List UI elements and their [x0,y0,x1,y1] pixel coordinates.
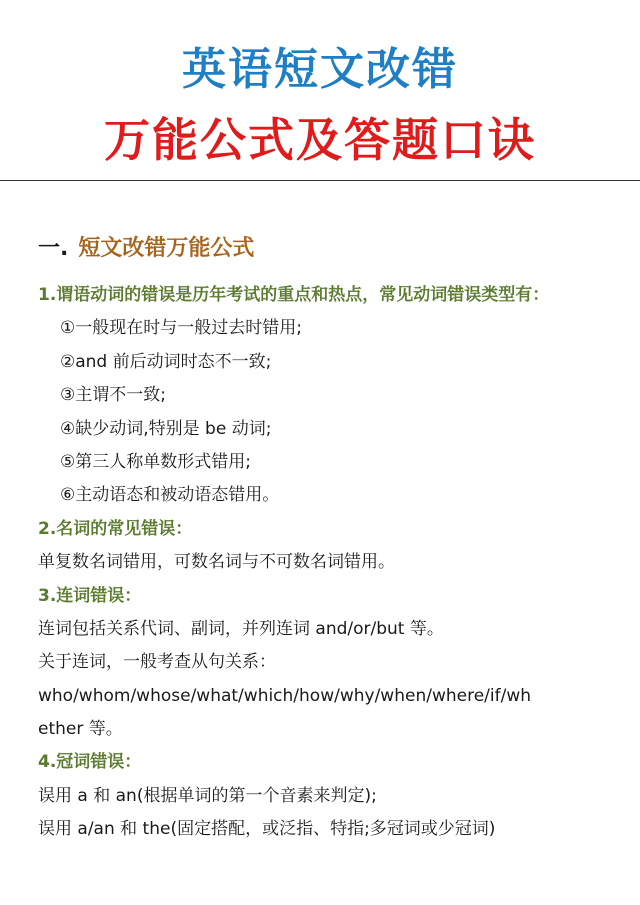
title-line-2: 万能公式及答题口诀 [104,113,536,167]
verb-error-item: ①一般现在时与一般过去时错用; [60,318,302,339]
verb-error-item: ⑤第三人称单数形式错用; [60,451,251,472]
section-title: 短文改错万能公式 [78,236,255,261]
title-line-1: 英语短文改错 [182,44,458,95]
conjunction-errors-text: 关于连词，一般考查从句关系： [38,652,276,673]
section-number: 一. [38,236,69,261]
verb-error-item: ⑥主动语态和被动语态错用。 [60,485,280,506]
article-errors-heading: 4.冠词错误： [38,752,142,773]
conjunction-errors-text: 连词包括关系代词、副词，并列连词 and/or/but 等。 [38,618,444,639]
verb-error-item: ④缺少动词,特别是 be 动词; [60,418,272,439]
conjunction-errors-heading: 3.连词错误： [38,585,142,606]
conjunction-errors-text: ether 等。 [38,719,123,740]
conjunction-errors-text: who/whom/whose/what/which/how/why/when/where/if/wh [38,685,531,706]
article-errors-text: 误用 a/an 和 the(固定搭配，或泛指、特指;多冠词或少冠词) [38,819,496,840]
section-heading [38,234,254,264]
document-body [38,279,608,847]
verb-errors-heading: 1.谓语动词的错误是历年考试的重点和热点，常见动词错误类型有： [38,285,550,305]
divider [0,180,640,181]
article-errors-text: 误用 a 和 an(根据单词的第一个音素来判定); [38,785,377,806]
verb-error-item: ②and 前后动词时态不一致; [60,351,272,372]
noun-errors-heading: 2.名词的常见错误： [38,518,193,539]
verb-error-item: ③主谓不一致; [60,385,166,406]
noun-errors-text: 单复数名词错用，可数名词与不可数名词错用。 [38,552,395,573]
